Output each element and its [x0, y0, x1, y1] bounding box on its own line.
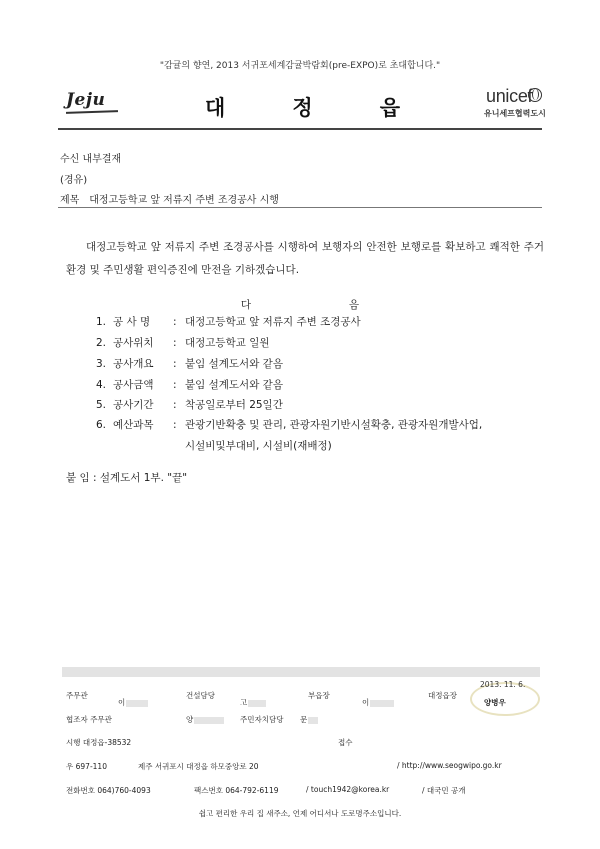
item-value: 대정고등학교 앞 저류지 주변 조경공사: [185, 316, 361, 328]
item-label: 공사금액: [113, 379, 154, 391]
org-char-2: 정: [292, 96, 313, 120]
document-number: 시행 대정읍-38532: [66, 738, 132, 747]
item-number: 4.: [96, 379, 107, 391]
section-title-left: 다: [240, 299, 252, 311]
receipt-label: 접수: [338, 738, 353, 747]
cooperator-person-2: 문: [300, 714, 318, 725]
item-number: 2.: [96, 337, 107, 349]
list-item: 1. 공 사 명 : 대정고등학교 앞 저류지 주변 조경공사: [96, 316, 361, 328]
address-motto: 쉽고 편리한 우리 집 새주소, 언제 어디서나 도로명주소입니다.: [198, 809, 402, 818]
role-3: 부읍장: [308, 691, 330, 700]
role-2: 건설담당: [186, 691, 215, 700]
organization-title: [205, 92, 400, 122]
list-item: 3. 공사개요 : 붙임 설계도서와 같음: [96, 358, 283, 370]
jeju-logo: Jeju: [66, 90, 106, 110]
footer-bar: [62, 667, 540, 677]
org-char-1: 대: [205, 96, 226, 120]
list-item: 2. 공사위치 : 대정고등학교 일원: [96, 337, 270, 349]
item-value: 대정고등학교 일원: [185, 337, 270, 349]
fax-number: 팩스번호 064-792-6119: [194, 786, 279, 795]
role-1: 주무관: [66, 691, 88, 700]
item-label: 공사기간: [113, 399, 154, 411]
attachment-note: 붙 임 : 설계도서 1부. "끝": [66, 472, 188, 484]
person-2: 고: [240, 697, 266, 708]
list-item: 4. 공사금액 : 붙임 설계도서와 같음: [96, 379, 283, 391]
list-item: 5. 공사기간 : 착공일로부터 25일간: [96, 399, 283, 411]
recipient: 수신 내부결재: [60, 154, 122, 165]
address: 제주 서귀포시 대정읍 하모중앙로 20: [138, 762, 259, 771]
person-1: 이: [118, 697, 148, 708]
subject: 대정고등학교 앞 저류지 주변 조경공사 시행: [89, 195, 279, 206]
list-item: 6. 예산과목 : 관광기반확충 및 관리, 관광자원기반시설확충, 관광자원개발사업,: [96, 419, 483, 431]
cooperator-label: 협조자 주무관: [66, 715, 112, 724]
title-divider: [58, 128, 542, 130]
item-number: 1.: [96, 316, 107, 328]
person-3: 이: [362, 697, 394, 708]
item-label: 공사개요: [113, 358, 154, 370]
slogan: "감귤의 향연, 2013 서귀포세계감귤박람회(pre-EXPO)로 초대합니다.": [159, 61, 441, 71]
item-label: 예산과목: [113, 419, 154, 431]
via: (경유): [60, 175, 88, 186]
body-paragraph: 대정고등학교 앞 저류지 주변 조경공사를 시행하여 보행자의 안전한 보행로를 확보하고 쾌적한 주거환경 및 주민생활 편익증진에 만전을 기하겠습니다.: [66, 241, 544, 276]
item-value: 착공일로부터 25일간: [185, 399, 283, 411]
subject-label: 제목: [60, 195, 80, 206]
jeju-logo-underline: [66, 110, 118, 114]
unicef-globe-icon: [528, 88, 542, 102]
cooperator-person: 양: [186, 714, 224, 725]
item-value: 붙임 설계도서와 같음: [185, 358, 283, 370]
item-label: 공사위치: [113, 337, 154, 349]
item-value: 붙임 설계도서와 같음: [185, 379, 283, 391]
cooperator-role-2: 주민자치담당: [240, 715, 284, 724]
phone-number: 전화번호 064)760-4093: [66, 786, 151, 795]
item-number: 6.: [96, 419, 107, 431]
subject-line: [60, 191, 279, 206]
unicef-subtitle: 유니세프협력도시: [484, 109, 546, 118]
item-label: 공 사 명: [113, 316, 151, 328]
website-link[interactable]: / http://www.seogwipo.go.kr: [397, 761, 502, 770]
section-title-right: 음: [348, 299, 360, 311]
email-link[interactable]: / touch1942@korea.kr: [306, 785, 390, 794]
role-4: 대정읍장: [428, 691, 457, 700]
item-value-continuation: 시설비및부대비, 시설비(재배정): [185, 440, 332, 452]
subject-divider: [58, 207, 542, 208]
section-title: [0, 297, 600, 312]
item-number: 3.: [96, 358, 107, 370]
unicef-logo: unicef: [486, 86, 533, 106]
postal-code: 우 697-110: [66, 762, 107, 771]
item-number: 5.: [96, 399, 107, 411]
approval-date: 2013. 11. 6.: [480, 680, 526, 689]
disclosure-status: / 대국민 공개: [422, 786, 466, 795]
person-4: 양병우: [484, 698, 506, 707]
item-value: 관광기반확충 및 관리, 관광자원기반시설확충, 관광자원개발사업,: [185, 419, 483, 431]
org-char-3: 읍: [379, 96, 400, 120]
